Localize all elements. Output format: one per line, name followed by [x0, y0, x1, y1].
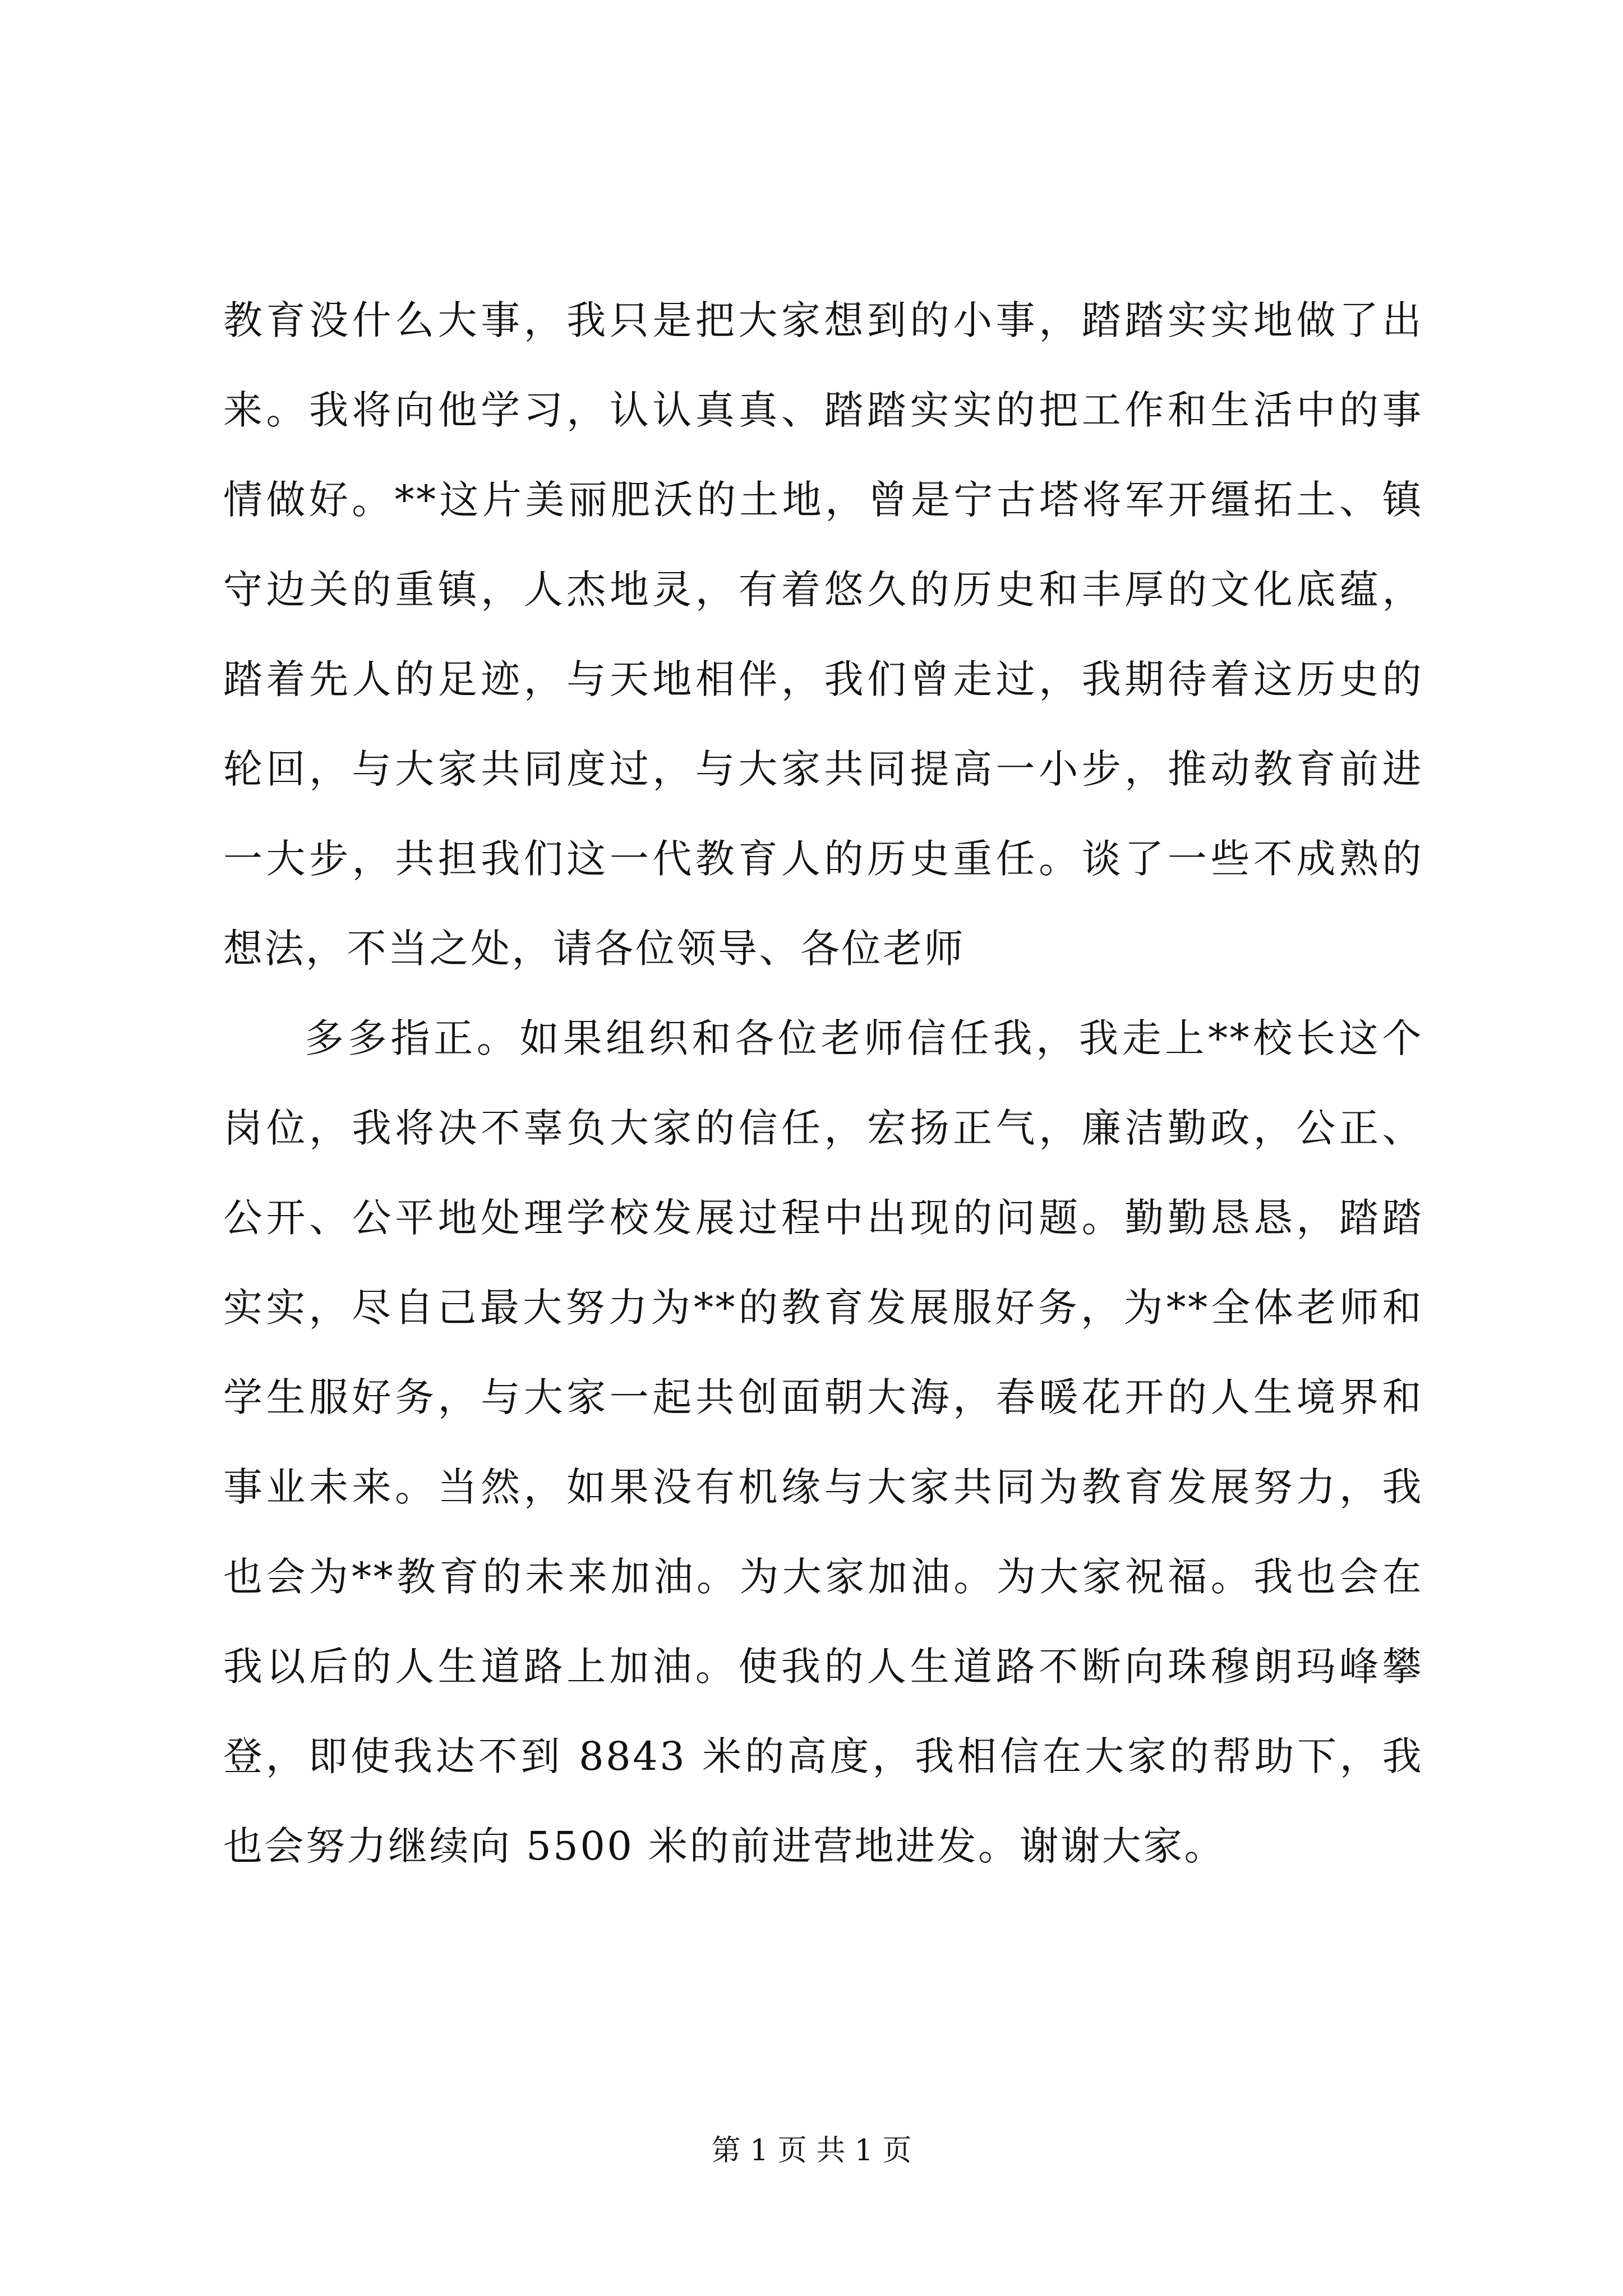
body-line-8: 想法，不当之处，请各位领导、各位老师: [223, 926, 965, 972]
body-line-4: 守边关的重镇，人杰地灵，有着悠久的历史和丰厚的文化底蕴，: [223, 567, 1423, 613]
body-line-2: 来。我将向他学习，认认真真、踏踏实实的把工作和生活中的事: [223, 387, 1423, 433]
body-line-9: 多多指正。如果组织和各位老师信任我，我走上**校长这个: [305, 1015, 1423, 1061]
body-line-6: 轮回，与大家共同度过，与大家共同提高一小步，推动教育前进: [223, 746, 1423, 792]
body-line-17: 登，即使我达不到 8843 米的高度，我相信在大家的帮助下，我: [223, 1733, 1423, 1779]
body-line-15: 也会为**教育的未来加油。为大家加油。为大家祝福。我也会在: [223, 1554, 1423, 1600]
body-line-12: 实实，尽自己最大努力为**的教育发展服好务，为**全体老师和: [223, 1285, 1423, 1331]
body-line-18: 也会努力继续向 5500 米的前进营地进发。谢谢大家。: [223, 1823, 1226, 1869]
body-line-7: 一大步，共担我们这一代教育人的历史重任。谈了一些不成熟的: [223, 836, 1423, 882]
body-line-5: 踏着先人的足迹，与天地相伴，我们曾走过，我期待着这历史的: [223, 656, 1423, 702]
page-number-footer: 第 1 页 共 1 页: [711, 2134, 912, 2168]
body-line-11: 公开、公平地处理学校发展过程中出现的问题。勤勤恳恳，踏踏: [223, 1195, 1423, 1241]
body-line-3: 情做好。**这片美丽肥沃的土地，曾是宁古塔将军开缰拓土、镇: [223, 477, 1423, 523]
body-line-1: 教育没什么大事，我只是把大家想到的小事，踏踏实实地做了出: [223, 297, 1423, 343]
body-line-13: 学生服好务，与大家一起共创面朝大海，春暖花开的人生境界和: [223, 1374, 1423, 1420]
document-body: [223, 297, 1423, 1913]
body-line-16: 我以后的人生道路上加油。使我的人生道路不断向珠穆朗玛峰攀: [223, 1644, 1423, 1690]
body-line-14: 事业未来。当然，如果没有机缘与大家共同为教育发展努力，我: [223, 1464, 1423, 1510]
body-line-10: 岗位，我将决不辜负大家的信任，宏扬正气，廉洁勤政，公正、: [223, 1105, 1423, 1151]
